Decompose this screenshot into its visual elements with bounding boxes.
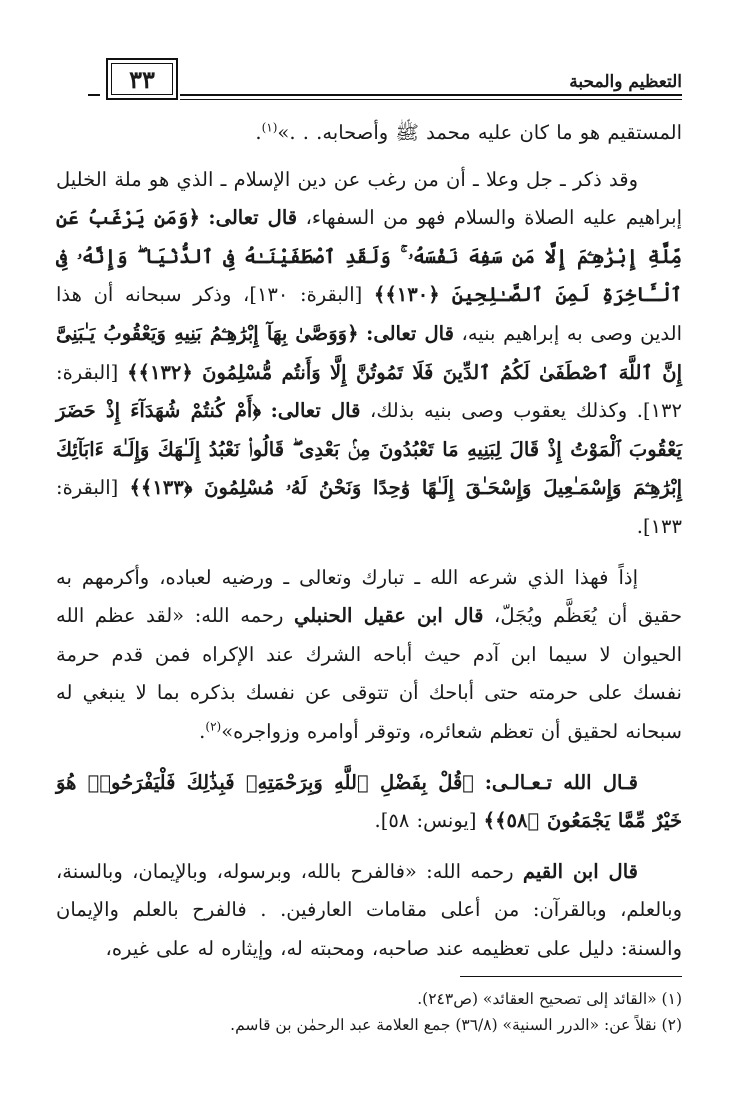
quran-intro-label: قـال الله تـعـالـى: bbox=[484, 770, 638, 794]
paragraph-5 bbox=[56, 853, 682, 969]
ibn-aqil-quote: رحمه الله: «لقد عظم الله الحيوان لا سيما ابن آدم حيث أباحه الشرك عند الإكراه فمن قدم حرمة نفسك على حرمته حتى أباحك أن تتوقى عن نفسك بذكره بما لا ينبغي له سبحانه لحقيق أن تعظم شعائره، وتوقر أوامره وزواجره» bbox=[56, 604, 682, 743]
footnote-ref-1[interactable]: (١) bbox=[261, 120, 278, 135]
footnote-ref-2[interactable]: (٢) bbox=[205, 719, 222, 734]
main-text bbox=[56, 114, 682, 968]
quran-intro-label: قال تعالى: bbox=[208, 206, 298, 230]
verse-reference: [البقرة: ١٣٠]، وذكر سبحانه أن هذا الدين وصى به إبراهيم بنيه، bbox=[56, 283, 683, 345]
paragraph-2 bbox=[56, 161, 682, 547]
scholar-name-ibn-qayyim: قال ابن القيم bbox=[522, 859, 638, 883]
paragraph-3 bbox=[56, 559, 682, 752]
verse-reference: [يونس: ٥٨]. bbox=[374, 809, 477, 833]
paragraph-3-text: إذاً فهذا الذي شرعه الله ـ تبارك وتعالى ـ ورضيه لعباده، وأكرمهم به حقيق أن يُعَظَّم ويُجَلّ، bbox=[56, 565, 683, 628]
paragraph-1 bbox=[56, 114, 682, 153]
footnote-2: (٢) نقلاً عن: «الدرر السنية» (٣٦/٨) جمع العلامة عبد الرحمٰن بن قاسم. bbox=[230, 1016, 682, 1034]
footnote-1: (١) «القائد إلى تصحيح العقائد» (ص٢٤٣). bbox=[417, 990, 682, 1008]
page-header bbox=[88, 58, 682, 104]
header-rule-thin bbox=[180, 99, 682, 100]
header-rule-end bbox=[88, 94, 100, 96]
quran-intro-label: قال تعالى: bbox=[366, 321, 454, 345]
paragraph-2-text: وقد ذكر ـ جل وعلا ـ أن من رغب عن دين الإسلام ـ الذي هو ملة الخليل إبراهيم عليه الصلاة والسلام فهو من السفهاء، bbox=[56, 167, 682, 230]
verse-reference: [البقرة: ١٣٣]. bbox=[56, 476, 682, 538]
quran-intro-label: قال تعالى: bbox=[270, 399, 361, 423]
running-title: التعظيم والمحبة bbox=[569, 72, 682, 92]
page-number: ٣٣ bbox=[129, 64, 155, 94]
paragraph-3-end: . bbox=[199, 719, 206, 743]
quran-verse-yunus-58: ﴿قُلْ بِفَضْلِ ٱللَّهِ وَبِرَحْمَتِهِۦ فَبِذَٰلِكَ فَلْيَفْرَحُوا۟ هُوَ خَيْرٌ مِّمَّا يَجْمَعُونَ ﴿٥٨﴾﴾ bbox=[56, 770, 682, 833]
quran-verse-baqarah-132: ﴿وَوَصَّىٰ بِهَآ إِبْرَٰهِـۧمُ بَنِيهِ وَيَعْقُوبُ يَـٰبَنِىَّ إِنَّ ٱللَّهَ ٱصْطَفَىٰ لَكُمُ ٱلدِّينَ فَلَا تَمُوتُنَّ إِلَّا وَأَنتُم مُّسْلِمُونَ ﴿١٣٢﴾﴾ bbox=[56, 321, 682, 384]
verse-reference: [البقرة: ١٣٢]. وكذلك يعقوب وصى بنيه بذلك، bbox=[56, 360, 682, 423]
quran-verse-baqarah-133: ﴿أَمْ كُنتُمْ شُهَدَآءَ إِذْ حَضَرَ يَعْقُوبَ ٱلْمَوْتُ إِذْ قَالَ لِبَنِيهِ مَا تَعْبُدُونَ مِنۢ بَعْدِى ۖ قَالُوا۟ نَعْبُدُ إِلَـٰهَكَ وَإِلَـٰهَ ءَابَآئِكَ إِبْرَٰهِـۧمَ وَإِسْمَـٰعِيلَ وَإِسْحَـٰقَ إِلَـٰهًا وَٰحِدًا وَنَحْنُ لَهُۥ مُسْلِمُونَ ﴿١٣٣﴾﴾ bbox=[56, 399, 683, 500]
ibn-qayyim-quote: رحمه الله: «فالفرح بالله، وبرسوله، وبالإيمان، وبالسنة، وبالعلم، وبالقرآن: من أعلى مقامات العارفين. . فالفرح بالعلم والإيمان والسنة: دليل على تعظيمه عند صاحبه، ومحبته له، وإيثاره له على غيره، bbox=[56, 859, 682, 960]
paragraph-1-end: . bbox=[255, 121, 262, 144]
paragraph-1-text: المستقيم هو ما كان عليه محمد ﷺ وأصحابه. . .» bbox=[277, 121, 682, 144]
footnotes bbox=[56, 986, 682, 1038]
page-number-box bbox=[106, 58, 178, 100]
scholar-name-ibn-aqil: قال ابن عقيل الحنبلي bbox=[294, 604, 484, 628]
paragraph-4 bbox=[56, 764, 682, 841]
footnote-separator bbox=[460, 976, 682, 977]
header-rule bbox=[180, 94, 682, 96]
quran-verse-baqarah-130: ﴿وَمَن يَرْغَبُ عَن مِّلَّةِ إِبْرَٰهِـۧمَ إِلَّا مَن سَفِهَ نَفْسَهُۥ ۚ وَلَقَدِ ٱصْطَفَيْنَـٰهُ فِى ٱلدُّنْيَا ۖ وَإِنَّهُۥ فِى ٱلْـَٔاخِرَةِ لَمِنَ ٱلصَّـٰلِحِينَ ﴿١٣٠﴾﴾ bbox=[56, 206, 682, 307]
